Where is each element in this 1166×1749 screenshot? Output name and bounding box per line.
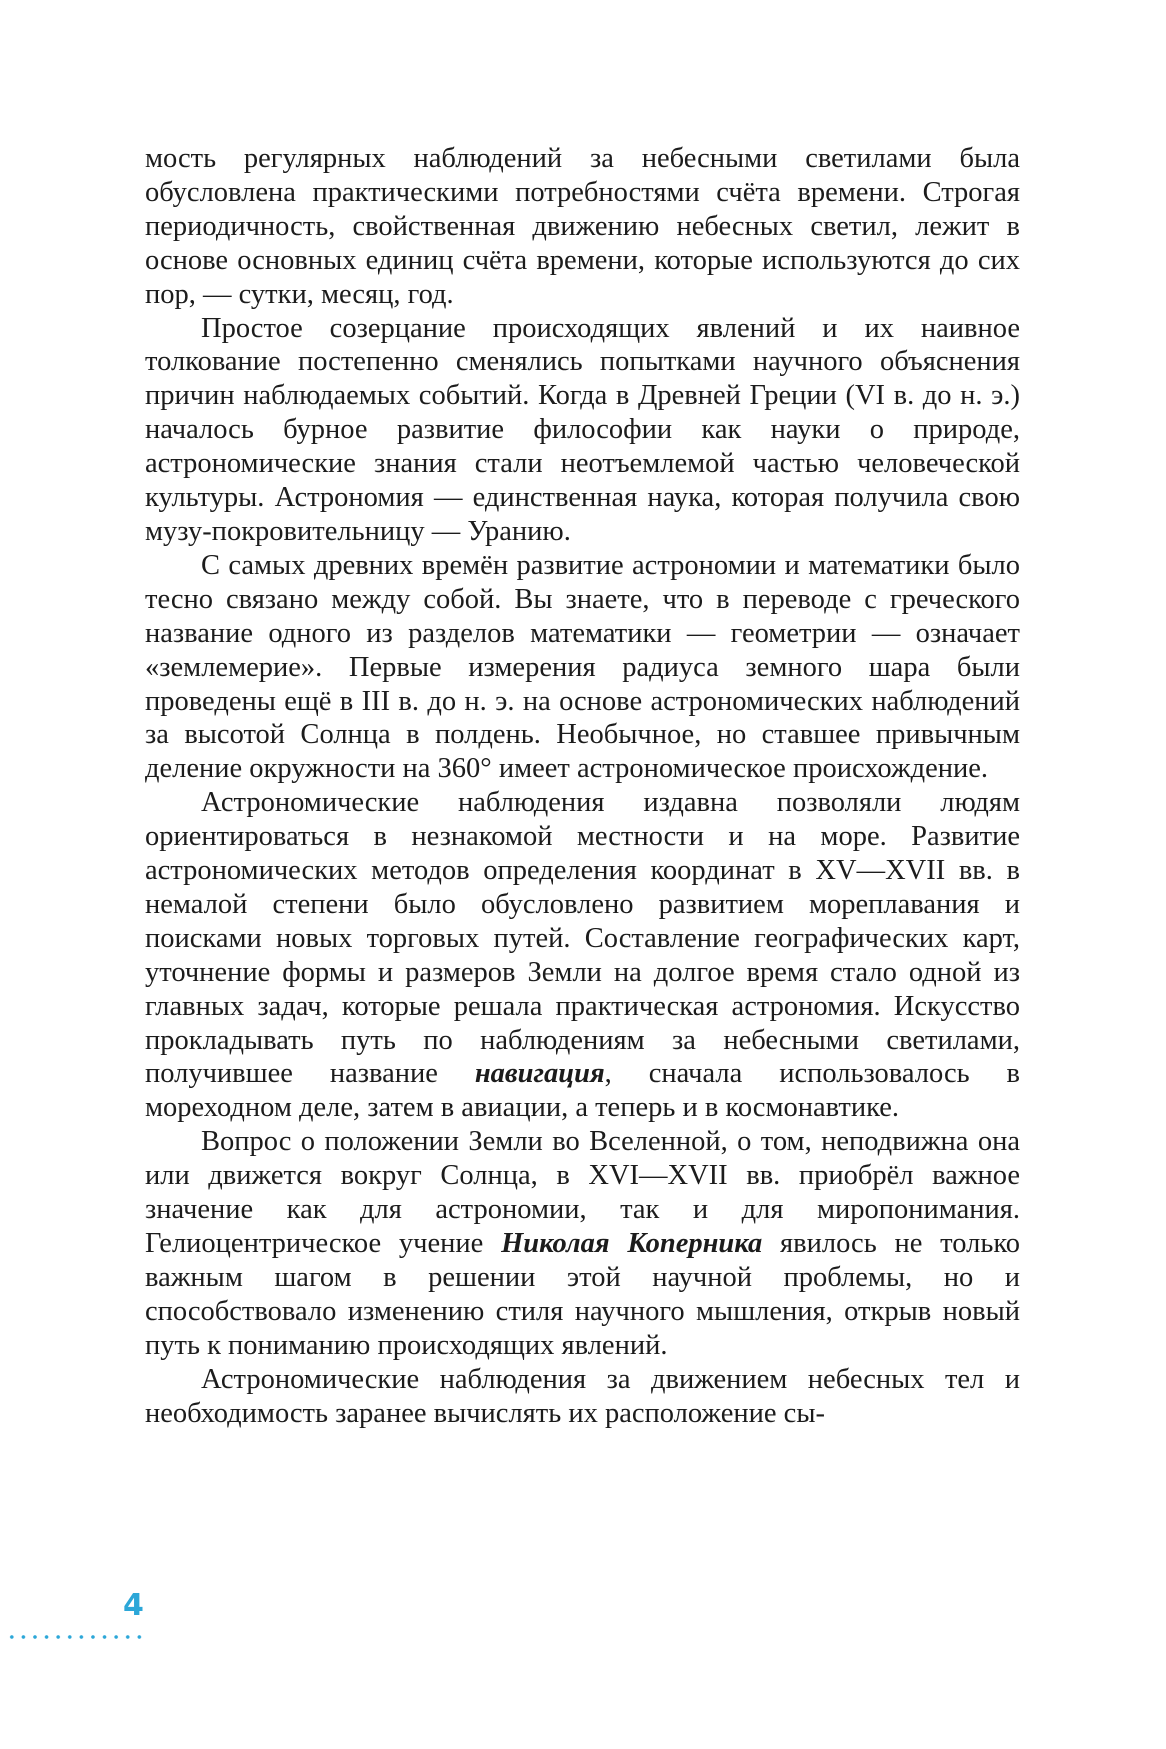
page-number: 4 [123, 1588, 144, 1623]
text-run: , сначала использовалось в мореходном деле, затем в авиации, а теперь и в космонавтике. [145, 1058, 1021, 1124]
paragraph [145, 1363, 1020, 1431]
paragraph [145, 549, 1020, 786]
paragraph [145, 1125, 1020, 1362]
text-run: Астрономические наблюдения за движением небесных тел и необходимость заранее вычислять их расположение сы- [145, 1363, 1020, 1429]
body-text [145, 142, 1020, 1430]
text-run: Вопрос о положении Земли во Вселенной, о том, неподвижна она или движется вокруг Солнца, в XVI—XVII вв. приобрёл важное значение как для астрономии, так и для миропонимания. Гелиоцентрическое учение [145, 1126, 1020, 1259]
paragraph [145, 312, 1020, 549]
text-run: явилось не только важным шагом в решении этой научной проблемы, но и способствовало изменению стиля научного мышления, открыв новый путь к пониманию происходящих явлений. [145, 1228, 1020, 1361]
dotted-rule-decoration [6, 1634, 146, 1640]
emphasized-term: навигация [474, 1058, 605, 1090]
text-run: С самых древних времён развитие астрономии и математики было тесно связано между собой. Вы знаете, что в переводе с греческого название одного из разделов математики — геометрии — означает «землемерие». Первые измерения радиуса земного шара были проведены ещё в III в. до н. э. на основе астрономических наблюдений за высотой Солнца в полдень. Необычное, но ставшее привычным деление окружности на 360° имеет астрономическое происхождение. [145, 549, 1020, 785]
text-run: мость регулярных наблюдений за небесными светилами была обусловлена практическими потребностями счёта времени. Строгая периодичность, свойственная движению небесных светил, лежит в основе основных единиц счёта времени, которые используются до сих пор, — сутки, месяц, год. [145, 143, 1020, 310]
paragraph [145, 786, 1020, 1125]
paragraph [145, 142, 1020, 312]
text-run: Простое созерцание происходящих явлений и их наивное толкование постепенно сменялись попытками научного объяснения причин наблюдаемых событий. Когда в Древней Греции (VI в. до н. э.) началось бурное развитие философии как науки о природе, астрономические знания стали неотъемлемой частью человеческой культуры. Астрономия — единственная наука, которая получила свою музу-покровительницу — Уранию. [145, 312, 1020, 547]
emphasized-term: Николая Коперника [501, 1228, 763, 1259]
text-run: Астрономические наблюдения издавна позволяли людям ориентироваться в незнакомой местности и на море. Развитие астрономических методов определения координат в XV—XVII вв. в немалой степени было обусловлено развитием мореплавания и поисками новых торговых путей. Составление географических карт, уточнение формы и размеров Земли на долгое время стало одной из главных задач, которые решала практическая астрономия. Искусство прокладывать путь по наблюдениям за небесными светилами, получившее название [145, 787, 1020, 1090]
